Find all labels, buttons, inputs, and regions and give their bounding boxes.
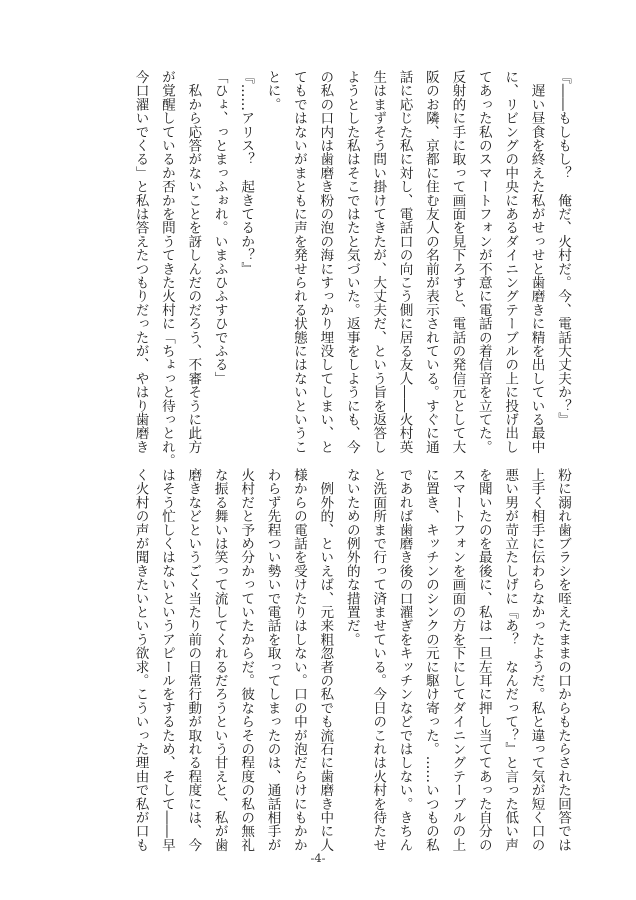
lower-text-block [127,468,576,874]
text-line: 「ひょ、っとまっふぉれ。いまふひふすひでふる」 [211,70,228,386]
text-line: 『……アリス？ 起きてるか？』 [238,70,255,276]
text-line: な振る舞いは笑って流してくれるだろうという甘えと、私が歯 [211,468,228,852]
text-line: 火村だと予め分かっていたからだ。彼ならその程度の私の無礼 [238,468,255,852]
text-line: てあった私のスマートフォンが不意に電話の着信音を立てた。 [475,70,492,454]
text-line: 様からの電話を受けたりはしない。口の中が泡だらけにもかか [290,468,307,852]
text-line: く火村の声が聞きたいという欲求。こういった理由で私が口も [132,468,149,852]
text-line: が覚醒しているか否かを問うてきた火村に「ちょっと待っとれ。 [158,70,175,468]
text-line: 話に応じた私に対し、電話口の向こう側に居る友人――火村英 [396,70,413,454]
text-line: の私の口内は歯磨き粉の泡の海にすっかり埋没してしまい、と [317,70,334,454]
text-line: とに。 [264,70,281,112]
text-line: に置き、キッチンのシンクの元に駆け寄った。……いつもの私 [422,468,439,852]
upper-text-block [127,70,576,470]
text-line: と洗面所まで行って済ませている。今日のこれは火村を待たせ [370,468,387,852]
text-line: であれば歯磨き後の口濯ぎをキッチンなどではしない。きちん [396,468,413,852]
text-line: を聞いたのを最後に、私は一旦左耳に押し当ててあった自分の [475,468,492,852]
text-line: に、リビングの中央にあるダイニングテーブルの上に投げ出し [502,70,519,454]
text-line: 阪のお隣、京都に住む友人の名前が表示されている。すぐに通 [422,70,439,454]
text-line: 磨きなどというごく当たり前の日常行動が取れる程度には、今 [185,468,202,852]
text-line: 『――もしもし？ 俺だ、火村だ。今、電話大丈夫か？』 [555,70,571,427]
text-line: 粉に溺れ歯ブラシを咥えたままの口からもたらされた回答では [555,468,571,852]
text-line: 私から応答がないことを訝しんだのだろう、不審そうに此方 [185,70,202,454]
text-line: スマートフォンを画面の方を下にしてダイニングテーブルの上 [449,468,466,852]
text-line: 例外的、といえば、元来粗忽者の私でも流石に歯磨き中に人 [317,468,334,852]
text-line: てもではないがまともに声を発せられる状態にはないというこ [290,70,307,454]
text-line: ないための例外的な措置だ。 [343,468,360,647]
text-line: 悪い男が苛立たしげに『あ？ なんだって？』と言った低い声 [502,468,519,852]
text-line: ようとした私はそこではたと気づいた。返事をしようにも、今 [343,70,360,454]
text-line: 遅い昼食を終えた私がせっせと歯磨きに精を出している最中 [528,70,545,454]
text-line: 反射的に手に取って画面を見下ろすと、電話の発信元として大 [449,70,466,454]
text-line: 上手く相手に伝わらなかったようだ。私と違って気が短く口の [528,468,545,852]
text-line: 今口濯いでくる」と私は答えたつもりだったが、やはり歯磨き [132,70,149,454]
page-number: -4- [310,851,326,865]
text-line: わらず先程つい勢いで電話を取ってしまったのは、通話相手が [264,468,281,852]
text-line: はそう忙しくはないというアピールをするため、そして――早 [158,468,175,852]
text-line: 生はまずそう問い掛けてきたが、大丈夫だ、という旨を返答し [370,70,387,454]
